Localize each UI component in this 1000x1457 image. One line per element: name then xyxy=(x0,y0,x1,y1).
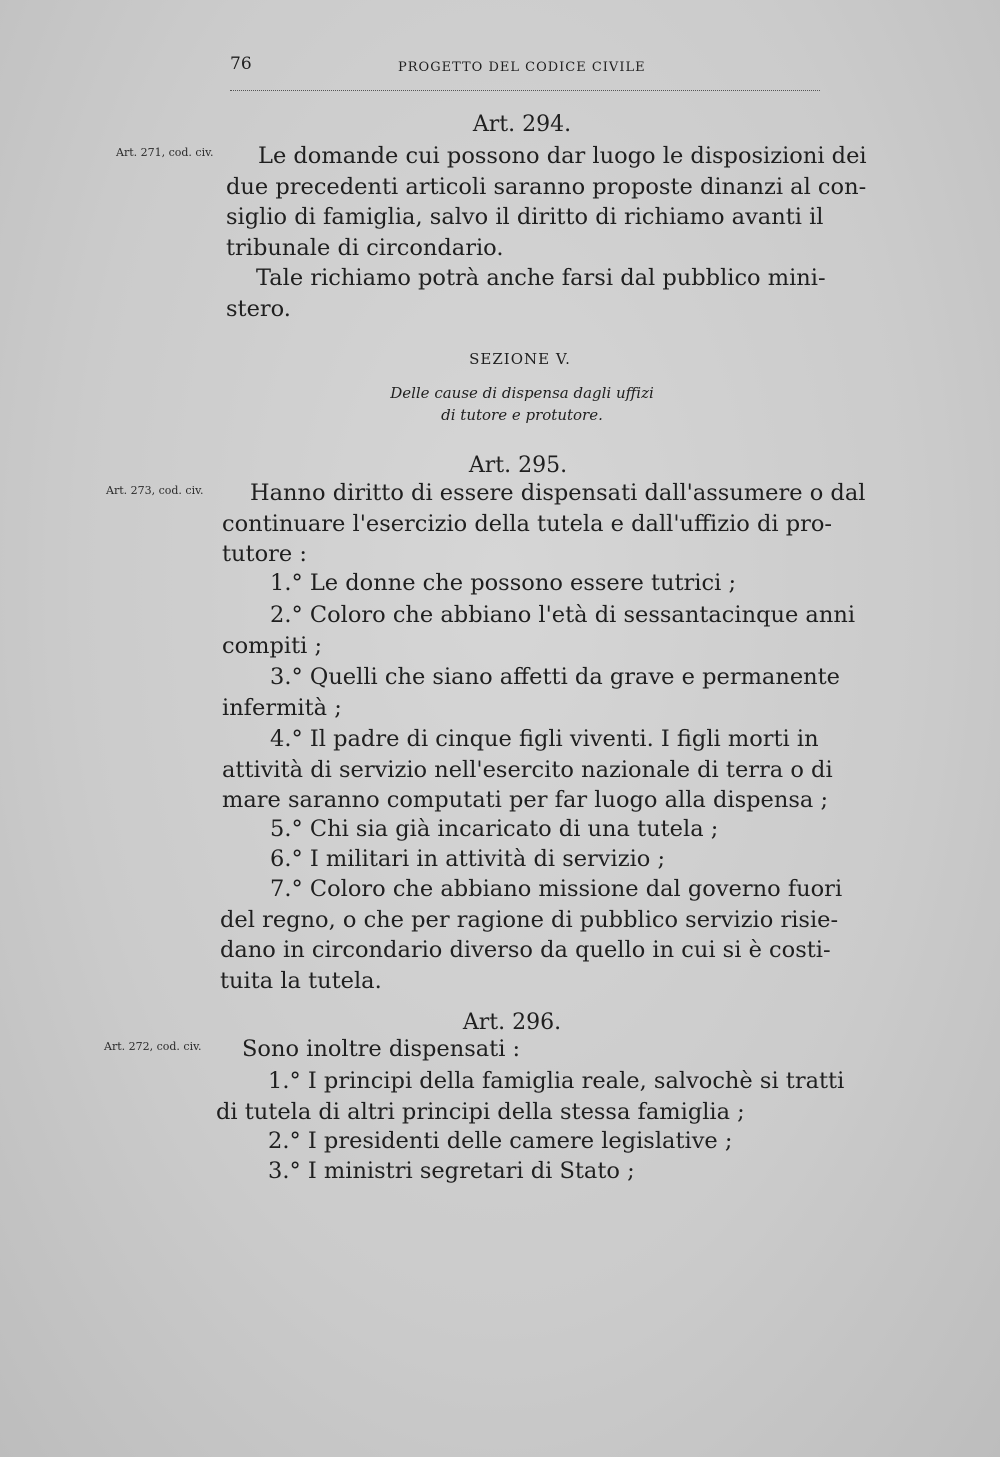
text-line: continuare l'esercizio della tutela e dall'uffizio di pro- xyxy=(222,510,833,537)
section-subtitle-line: di tutore e protutore. xyxy=(441,406,603,424)
text-line: attività di servizio nell'esercito nazionale di terra o di xyxy=(222,756,833,783)
text-line: 3.° I ministri segretari di Stato ; xyxy=(268,1158,635,1184)
text-line: Hanno diritto di essere dispensati dall'assumere o dal xyxy=(250,480,866,506)
article-295-item-6 xyxy=(222,844,818,875)
article-295-item-4 xyxy=(222,724,833,816)
article-295-item-1 xyxy=(222,568,818,599)
article-294-paragraph-1 xyxy=(226,141,867,263)
text-line: 7.° Coloro che abbiano missione dal governo fuori xyxy=(270,876,843,902)
text-line: tribunale di circondario. xyxy=(226,234,504,261)
text-line: 1.° Le donne che possono essere tutrici ; xyxy=(270,570,737,596)
text-line: 1.° I principi della famiglia reale, salvochè si tratti xyxy=(268,1068,845,1094)
text-line: Tale richiamo potrà anche farsi dal pubblico mini- xyxy=(256,265,826,291)
text-line: di tutela di altri principi della stessa famiglia ; xyxy=(216,1098,745,1125)
margin-note-art-296: Art. 272, cod. civ. xyxy=(104,1040,202,1053)
text-line: Le domande cui possono dar luogo le disposizioni dei xyxy=(258,143,867,169)
article-296-intro xyxy=(216,1034,816,1065)
section-title: SEZIONE V. xyxy=(469,350,571,368)
article-294-title: Art. 294. xyxy=(472,112,572,137)
section-subtitle-line: Delle cause di dispensa dagli uffizi xyxy=(390,384,654,402)
text-line: 3.° Quelli che siano affetti da grave e permanente xyxy=(270,664,840,690)
text-line: compiti ; xyxy=(222,632,323,659)
text-line: del regno, o che per ragione di pubblico servizio risie- xyxy=(220,906,839,933)
text-line: stero. xyxy=(226,295,291,322)
article-295-item-7 xyxy=(220,874,843,996)
article-296-item-3 xyxy=(216,1156,816,1187)
article-295-item-3 xyxy=(222,662,840,723)
article-296-item-1 xyxy=(216,1066,845,1127)
running-title: PROGETTO DEL CODICE CIVILE xyxy=(398,60,646,75)
text-line: due precedenti articoli saranno proposte dinanzi al con- xyxy=(226,173,867,200)
article-295-item-2 xyxy=(222,600,856,661)
text-line: mare saranno computati per far luogo alla dispensa ; xyxy=(222,787,829,813)
margin-note-art-294: Art. 271, cod. civ. xyxy=(116,146,214,159)
page-header xyxy=(230,54,820,91)
text-line: 5.° Chi sia già incaricato di una tutela ; xyxy=(270,816,719,842)
text-line: 6.° I militari in attività di servizio ; xyxy=(270,846,666,872)
text-line: 2.° I presidenti delle camere legislative ; xyxy=(268,1128,733,1154)
text-line: 4.° Il padre di cinque figli viventi. I figli morti in xyxy=(270,726,819,752)
article-296-item-2 xyxy=(216,1126,816,1157)
text-line: dano in circondario diverso da quello in cui si è costi- xyxy=(220,937,831,963)
text-line: tutore : xyxy=(222,541,307,567)
text-line: 2.° Coloro che abbiano l'età di sessantacinque anni xyxy=(270,602,856,628)
text-line: siglio di famiglia, salvo il diritto di richiamo avanti il xyxy=(226,204,824,230)
article-296-title: Art. 296. xyxy=(462,1010,562,1035)
article-295-item-5 xyxy=(222,814,818,845)
text-line: Sono inoltre dispensati : xyxy=(242,1036,521,1062)
margin-note-art-295: Art. 273, cod. civ. xyxy=(106,484,204,497)
text-line: tuita la tutela. xyxy=(220,967,382,994)
article-294-paragraph-2 xyxy=(226,263,826,324)
article-295-title: Art. 295. xyxy=(468,453,568,478)
page-number: 76 xyxy=(230,54,252,74)
article-295-intro xyxy=(222,478,866,570)
text-line: infermità ; xyxy=(222,694,342,721)
section-subtitle xyxy=(322,382,722,426)
